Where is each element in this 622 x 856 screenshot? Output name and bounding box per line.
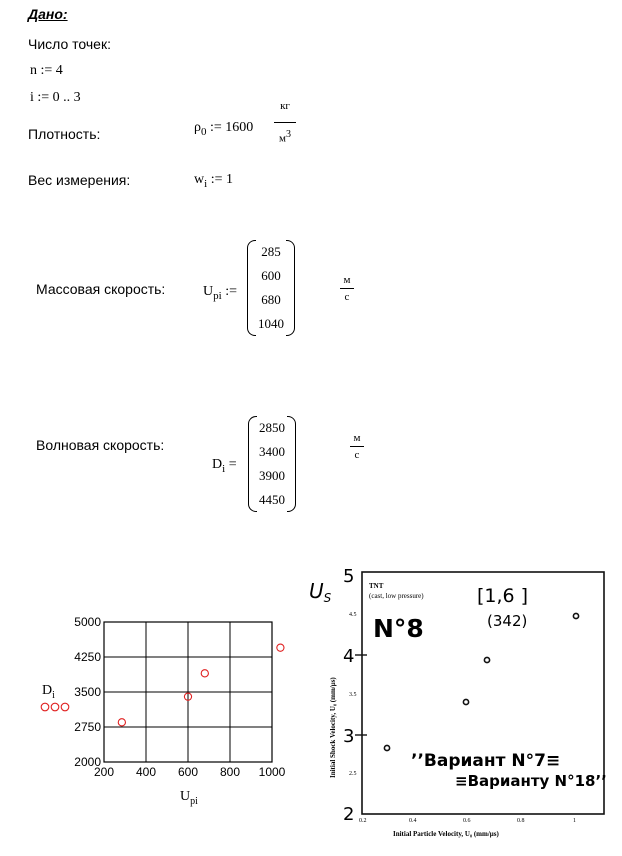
weight-subscript: i	[204, 178, 208, 190]
i-expression: i := 0 .. 3	[30, 90, 81, 105]
wave-velocity-value: 4450	[259, 492, 285, 507]
wave-velocity-symbol: D	[212, 457, 223, 472]
data-point	[277, 644, 284, 651]
y-tick-big: 2	[343, 804, 355, 825]
weight-label: Вес измерения:	[28, 172, 131, 188]
plot-grid	[104, 622, 272, 762]
y-tick-small: 4.5	[349, 612, 357, 618]
y-axis-label: $D_i$	[42, 683, 55, 701]
wave-velocity-value: 2850	[259, 420, 285, 435]
us-label: $U_S$	[309, 579, 332, 605]
scan-point	[384, 745, 389, 750]
mass-velocity-assign: :=	[225, 284, 237, 299]
wave-velocity-unit	[350, 432, 364, 461]
y-tick-label: 3500	[74, 685, 101, 699]
x-tick-label: 1000	[258, 765, 286, 779]
wave-velocity-assign: =	[228, 457, 237, 472]
density-subscript: 0	[201, 126, 207, 138]
mass-velocity-vector	[247, 240, 295, 336]
legend-marker	[51, 703, 59, 711]
legend-marker	[41, 703, 49, 711]
weight-expression	[194, 172, 233, 188]
density-expression	[194, 120, 253, 136]
x-tick: 0.4	[409, 818, 417, 824]
mass-velocity-value: 680	[261, 292, 281, 307]
mass-velocity-value: 285	[261, 244, 281, 259]
y-tick-big: 4	[343, 646, 355, 667]
y-tick-label: 2750	[74, 720, 101, 734]
mass-velocity-unit-denominator: с	[344, 291, 350, 303]
legend-marker	[61, 703, 69, 711]
density-symbol: ρ	[194, 120, 201, 135]
mass-velocity-unit	[340, 274, 354, 303]
density-label: Плотность:	[28, 126, 101, 142]
y-tick-label: 2000	[74, 755, 101, 769]
mass-velocity-value: 1040	[258, 316, 284, 331]
bracket-annotation: [1,6 ]	[477, 585, 529, 607]
scanned-graph	[305, 560, 622, 850]
y-tick-label: 5000	[74, 615, 101, 629]
y-tick-label: 4250	[74, 650, 101, 664]
wave-velocity-value: 3900	[259, 468, 285, 483]
n-expression: n := 4	[30, 63, 63, 78]
points-label: Число точек:	[28, 36, 111, 52]
x-tick-label: 800	[219, 765, 241, 779]
wave-velocity-vector	[248, 416, 296, 512]
y-tick-small: 2.5	[349, 771, 357, 777]
density-unit	[274, 100, 296, 145]
y-tick-small: 3.5	[349, 692, 357, 698]
y-tick-big: 3	[343, 726, 355, 747]
scan-y-axis-title: Initial Shock Velocity, U₀ (mm/μs)	[329, 677, 337, 778]
x-tick: 0.8	[517, 818, 525, 824]
wave-velocity-label: Волновая скорость:	[36, 437, 165, 453]
x-tick: 0.6	[463, 818, 471, 824]
wave-velocity-lhs	[212, 457, 237, 473]
y-tick-big: 5	[343, 566, 355, 587]
mass-velocity-symbol: U	[203, 284, 214, 299]
mass-velocity-value: 600	[261, 268, 281, 283]
data-point	[201, 670, 208, 677]
x-tick-label: 200	[93, 765, 115, 779]
legend-markers	[41, 703, 69, 711]
paren-annotation: (342)	[487, 612, 528, 630]
scan-point	[484, 657, 489, 662]
density-value: := 1600	[210, 120, 254, 135]
data-point	[118, 719, 125, 726]
x-tick: 0.2	[359, 818, 367, 824]
wave-velocity-subscript: i	[222, 463, 226, 475]
variant-line-2: ≡Варианту N°18’’	[455, 772, 607, 790]
x-tick-labels	[94, 765, 286, 779]
density-unit-numerator: кг	[280, 100, 290, 112]
section-title: Дано:	[28, 6, 68, 22]
mass-velocity-lhs	[203, 284, 237, 300]
mass-velocity-label: Массовая скорость:	[36, 281, 166, 297]
x-tick-label: 400	[135, 765, 157, 779]
wave-velocity-value: 3400	[259, 444, 285, 459]
number-8-label: N°8	[373, 614, 424, 643]
scatter-plot[interactable]	[0, 600, 300, 830]
tnt-subtitle: (cast, low pressure)	[369, 592, 424, 600]
y-tick-labels	[74, 615, 101, 769]
tnt-label: TNT	[369, 582, 384, 590]
wave-velocity-unit-numerator: м	[353, 432, 361, 444]
mass-velocity-subscript: pi	[213, 290, 222, 302]
scan-point	[573, 613, 578, 618]
wave-velocity-unit-denominator: с	[354, 449, 360, 461]
mass-velocity-unit-numerator: м	[343, 274, 351, 286]
density-unit-denominator: м	[279, 132, 286, 145]
weight-value: := 1	[210, 172, 233, 187]
x-axis-label: $U_{pi}$	[180, 789, 198, 807]
x-tick: 1	[573, 818, 576, 824]
scan-point	[463, 699, 468, 704]
density-unit-exponent: 3	[285, 129, 291, 140]
data-points	[118, 644, 284, 726]
variant-line-1: ’’Вариант N°7≡	[411, 751, 561, 771]
weight-symbol: w	[194, 172, 205, 187]
scan-x-axis-title: Initial Particle Velocity, U₀ (mm/μs)	[393, 830, 499, 838]
x-tick-label: 600	[177, 765, 199, 779]
